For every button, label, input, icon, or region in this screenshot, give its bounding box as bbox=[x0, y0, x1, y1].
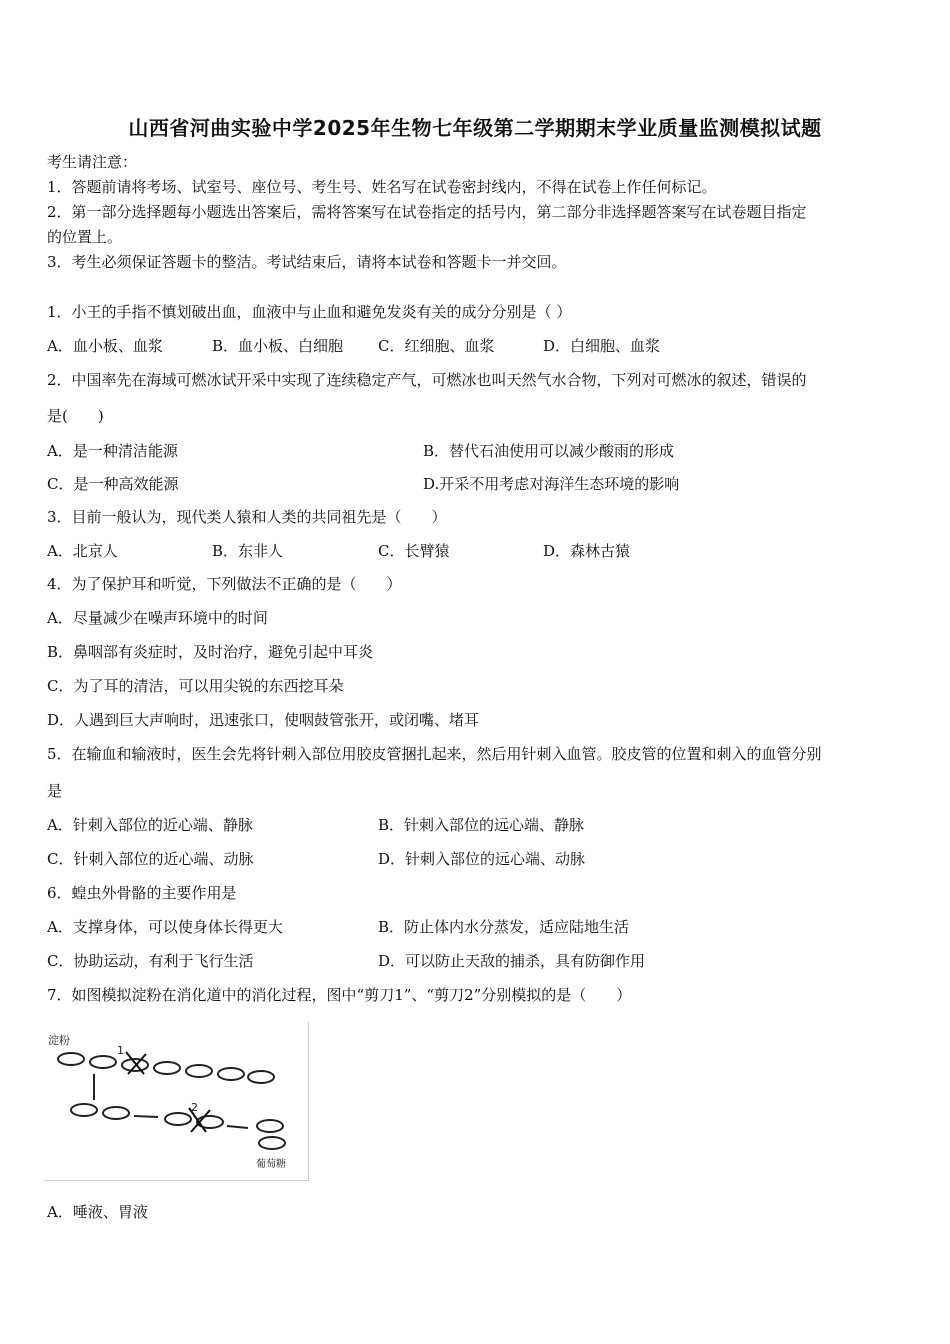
question-5-stem: 5．在输血和输液时，医生会先将针刺入部位用胶皮管捆扎起来，然后用针刺入血管。胶皮管的位置和刺入的血管分别 bbox=[47, 745, 822, 763]
question-1-stem: 1．小王的手指不慎划破出血，血液中与止血和避免发炎有关的成分分别是（ ） bbox=[47, 303, 572, 321]
q2-option-c[interactable]: C．是一种高效能源 bbox=[47, 475, 179, 493]
q1-option-d[interactable]: D．白细胞、血浆 bbox=[543, 337, 661, 355]
figure-label-glucose: 葡萄糖 bbox=[256, 1159, 286, 1170]
q5-option-b[interactable]: B．针刺入部位的远心端、静脉 bbox=[378, 816, 585, 834]
question-7-stem: 7．如图模拟淀粉在消化道中的消化过程，图中“剪刀1”、“剪刀2”分别模拟的是（ ） bbox=[47, 986, 632, 1004]
q4-option-a[interactable]: A．尽量减少在噪声环境中的时间 bbox=[47, 609, 268, 627]
q1-option-c[interactable]: C．红细胞、血浆 bbox=[378, 337, 495, 355]
q4-option-b[interactable]: B．鼻咽部有炎症时，及时治疗，避免引起中耳炎 bbox=[47, 643, 374, 661]
q3-option-b[interactable]: B．东非人 bbox=[212, 542, 284, 560]
notice-item: 1．答题前请将考场、试室号、座位号、考生号、姓名写在试卷密封线内，不得在试卷上作任何标记。 bbox=[47, 178, 717, 196]
notice-item: 3．考生必须保证答题卡的整洁。考试结束后，请将本试卷和答题卡一并交回。 bbox=[47, 253, 567, 271]
figure-scissor-2-label: 2 bbox=[191, 1101, 198, 1114]
q3-option-c[interactable]: C．长臂猿 bbox=[378, 542, 450, 560]
question-6-stem: 6．蝗虫外骨骼的主要作用是 bbox=[47, 884, 237, 902]
q2-option-b[interactable]: B．替代石油使用可以减少酸雨的形成 bbox=[423, 442, 675, 460]
figure-scissor-1-label: 1 bbox=[117, 1044, 124, 1057]
q6-option-c[interactable]: C．协助运动，有利于飞行生活 bbox=[47, 952, 254, 970]
q6-option-a[interactable]: A．支撑身体，可以使身体长得更大 bbox=[47, 918, 283, 936]
q2-option-d[interactable]: D.开采不用考虑对海洋生态环境的影响 bbox=[423, 475, 680, 493]
q5-option-c[interactable]: C．针刺入部位的近心端、动脉 bbox=[47, 850, 254, 868]
question-5-stem-cont: 是 bbox=[47, 782, 63, 800]
q5-option-d[interactable]: D．针刺入部位的远心端、动脉 bbox=[378, 850, 586, 868]
question-4-stem: 4．为了保护耳和听觉，下列做法不正确的是（ ） bbox=[47, 575, 402, 593]
starch-chain-diagram bbox=[44, 1022, 308, 1180]
notice-item: 的位置上。 bbox=[47, 228, 123, 246]
q1-option-b[interactable]: B．血小板、白细胞 bbox=[212, 337, 344, 355]
q5-option-a[interactable]: A．针刺入部位的近心端、静脉 bbox=[47, 816, 253, 834]
q3-option-a[interactable]: A．北京人 bbox=[47, 542, 118, 560]
q1-option-a[interactable]: A．血小板、血浆 bbox=[47, 337, 163, 355]
q6-option-b[interactable]: B．防止体内水分蒸发，适应陆地生活 bbox=[378, 918, 630, 936]
q4-option-d[interactable]: D．人遇到巨大声响时，迅速张口，使咽鼓管张开，或闭嘴、堵耳 bbox=[47, 711, 480, 729]
question-2-stem-cont: 是( ) bbox=[47, 407, 104, 425]
question-2-stem: 2．中国率先在海域可燃冰试开采中实现了连续稳定产气，可燃冰也叫天然气水合物，下列对可燃冰的叙述，错误的 bbox=[47, 371, 807, 389]
notice-item: 2．第一部分选择题每小题选出答案后，需将答案写在试卷指定的括号内，第二部分非选择题答案写在试卷题目指定 bbox=[47, 203, 807, 221]
starch-digestion-figure bbox=[44, 1022, 309, 1181]
q6-option-d[interactable]: D．可以防止天敌的捕杀，具有防御作用 bbox=[378, 952, 646, 970]
figure-label-starch: 淀粉 bbox=[48, 1034, 70, 1047]
q4-option-c[interactable]: C．为了耳的清洁，可以用尖锐的东西挖耳朵 bbox=[47, 677, 344, 695]
q2-option-a[interactable]: A．是一种清洁能源 bbox=[47, 442, 178, 460]
page-title: 山西省河曲实验中学2025年生物七年级第二学期期末学业质量监测模拟试题 bbox=[128, 116, 822, 140]
question-3-stem: 3．目前一般认为，现代类人猿和人类的共同祖先是（ ） bbox=[47, 508, 447, 526]
notice-heading: 考生请注意： bbox=[47, 153, 138, 171]
q7-option-a[interactable]: A．唾液、胃液 bbox=[47, 1203, 148, 1221]
q3-option-d[interactable]: D．森林古猿 bbox=[543, 542, 631, 560]
